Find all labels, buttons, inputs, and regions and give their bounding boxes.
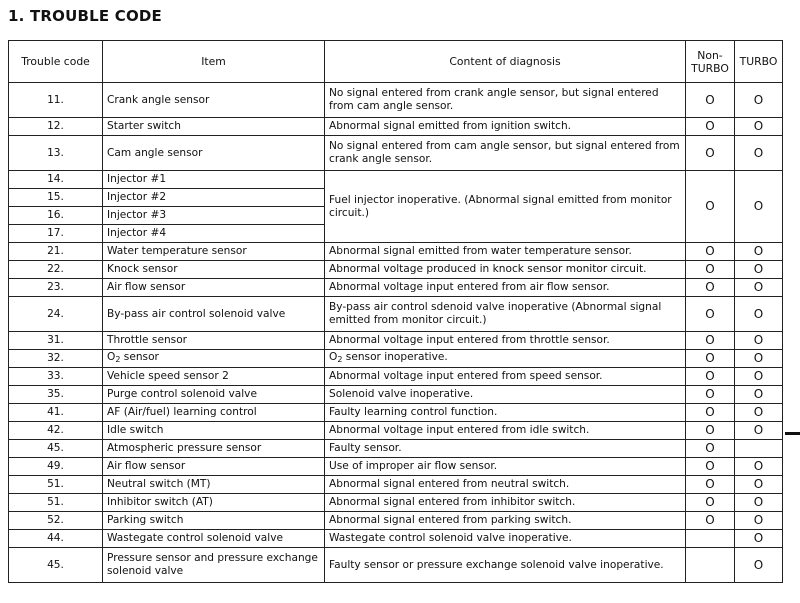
- table-row: [9, 530, 783, 548]
- trouble-code-table: [8, 40, 783, 583]
- trouble-code: 31.: [9, 332, 103, 350]
- trouble-code: 32.: [9, 350, 103, 368]
- table-row: [9, 171, 783, 189]
- diagnosis: Faulty sensor.: [325, 440, 686, 458]
- diagnosis: Abnormal signal entered from neutral switch.: [325, 476, 686, 494]
- turbo-mark: O: [735, 422, 783, 440]
- trouble-code: 14.: [9, 171, 103, 189]
- non-turbo-mark: O: [686, 440, 735, 458]
- item: Crank angle sensor: [103, 83, 325, 118]
- diagnosis: Abnormal signal entered from parking switch.: [325, 512, 686, 530]
- trouble-code: 12.: [9, 118, 103, 136]
- table-row: [9, 332, 783, 350]
- non-turbo-mark: O: [686, 386, 735, 404]
- diagnosis: Faulty sensor or pressure exchange solenoid valve inoperative.: [325, 548, 686, 583]
- item: Air flow sensor: [103, 458, 325, 476]
- turbo-mark: O: [735, 136, 783, 171]
- diagnosis: Solenoid valve inoperative.: [325, 386, 686, 404]
- diagnosis: Abnormal voltage input entered from speed sensor.: [325, 368, 686, 386]
- item: Throttle sensor: [103, 332, 325, 350]
- diagnosis: Use of improper air flow sensor.: [325, 458, 686, 476]
- table-row: [9, 422, 783, 440]
- table-row: [9, 118, 783, 136]
- table-row: [9, 83, 783, 118]
- non-turbo-mark: O: [686, 171, 735, 243]
- item: Injector #2: [103, 189, 325, 207]
- table-row: [9, 476, 783, 494]
- item: Injector #1: [103, 171, 325, 189]
- item: Injector #4: [103, 225, 325, 243]
- turbo-mark: O: [735, 332, 783, 350]
- diagnosis: No signal entered from cam angle sensor, but signal entered from crank angle sensor.: [325, 136, 686, 171]
- trouble-code: 13.: [9, 136, 103, 171]
- diagnosis: Fuel injector inoperative. (Abnormal signal emitted from monitor circuit.): [325, 171, 686, 243]
- table-row: [9, 404, 783, 422]
- diagnosis: No signal entered from crank angle sensor, but signal entered from cam angle sensor.: [325, 83, 686, 118]
- table-row: [9, 279, 783, 297]
- header-content: Content of diagnosis: [325, 41, 686, 83]
- trouble-code: 52.: [9, 512, 103, 530]
- diagnosis: [325, 350, 686, 368]
- item-subscript: 2: [115, 355, 121, 364]
- diagnosis-prefix: O: [329, 351, 338, 363]
- table-row: [9, 350, 783, 368]
- turbo-mark: O: [735, 350, 783, 368]
- diagnosis: Abnormal signal entered from inhibitor switch.: [325, 494, 686, 512]
- item: Atmospheric pressure sensor: [103, 440, 325, 458]
- item: Neutral switch (MT): [103, 476, 325, 494]
- turbo-mark: O: [735, 279, 783, 297]
- item-suffix: sensor: [120, 351, 159, 363]
- non-turbo-mark: O: [686, 368, 735, 386]
- page-title: 1. TROUBLE CODE: [8, 7, 162, 25]
- non-turbo-mark: O: [686, 83, 735, 118]
- table-header-row: [9, 41, 783, 83]
- turbo-mark: O: [735, 530, 783, 548]
- turbo-mark: O: [735, 118, 783, 136]
- trouble-code: 42.: [9, 422, 103, 440]
- trouble-code: 45.: [9, 440, 103, 458]
- turbo-mark: O: [735, 512, 783, 530]
- diagnosis: Abnormal voltage input entered from throttle sensor.: [325, 332, 686, 350]
- table-row: [9, 297, 783, 332]
- trouble-code: 35.: [9, 386, 103, 404]
- non-turbo-mark: O: [686, 494, 735, 512]
- item: Parking switch: [103, 512, 325, 530]
- trouble-code: 41.: [9, 404, 103, 422]
- turbo-mark: [735, 440, 783, 458]
- trouble-code: 11.: [9, 83, 103, 118]
- diagnosis: Abnormal voltage input entered from air flow sensor.: [325, 279, 686, 297]
- diagnosis: Abnormal signal emitted from water temperature sensor.: [325, 243, 686, 261]
- table-row: [9, 458, 783, 476]
- table-row: [9, 548, 783, 583]
- trouble-code: 15.: [9, 189, 103, 207]
- diagnosis: Abnormal voltage produced in knock sensor monitor circuit.: [325, 261, 686, 279]
- trouble-code: 45.: [9, 548, 103, 583]
- non-turbo-mark: O: [686, 476, 735, 494]
- item: Purge control solenoid valve: [103, 386, 325, 404]
- diagnosis: Faulty learning control function.: [325, 404, 686, 422]
- non-turbo-mark: O: [686, 297, 735, 332]
- non-turbo-mark: O: [686, 422, 735, 440]
- turbo-mark: O: [735, 243, 783, 261]
- non-turbo-mark: O: [686, 118, 735, 136]
- item: Pressure sensor and pressure exchange solenoid valve: [103, 548, 325, 583]
- non-turbo-mark: O: [686, 404, 735, 422]
- item: Injector #3: [103, 207, 325, 225]
- trouble-code: 44.: [9, 530, 103, 548]
- turbo-mark: O: [735, 261, 783, 279]
- non-turbo-mark: O: [686, 332, 735, 350]
- trouble-code: 22.: [9, 261, 103, 279]
- table-row: [9, 440, 783, 458]
- diagnosis: Abnormal voltage input entered from idle switch.: [325, 422, 686, 440]
- diagnosis-subscript: 2: [337, 355, 343, 364]
- non-turbo-mark: O: [686, 350, 735, 368]
- header-turbo: TURBO: [735, 41, 783, 83]
- trouble-code: 51.: [9, 476, 103, 494]
- trouble-code: 23.: [9, 279, 103, 297]
- non-turbo-mark: O: [686, 261, 735, 279]
- table-row: [9, 494, 783, 512]
- turbo-mark: O: [735, 368, 783, 386]
- non-turbo-mark: O: [686, 458, 735, 476]
- table-row: [9, 243, 783, 261]
- non-turbo-mark: [686, 548, 735, 583]
- item: Starter switch: [103, 118, 325, 136]
- item: Inhibitor switch (AT): [103, 494, 325, 512]
- margin-tick-mark: [785, 432, 800, 435]
- item: Air flow sensor: [103, 279, 325, 297]
- item: Vehicle speed sensor 2: [103, 368, 325, 386]
- header-item: Item: [103, 41, 325, 83]
- item: [103, 350, 325, 368]
- trouble-code: 17.: [9, 225, 103, 243]
- trouble-code: 51.: [9, 494, 103, 512]
- trouble-code: 16.: [9, 207, 103, 225]
- non-turbo-mark: O: [686, 243, 735, 261]
- turbo-mark: O: [735, 386, 783, 404]
- item: Idle switch: [103, 422, 325, 440]
- non-turbo-mark: O: [686, 136, 735, 171]
- diagnosis: Wastegate control solenoid valve inoperative.: [325, 530, 686, 548]
- non-turbo-mark: O: [686, 279, 735, 297]
- turbo-mark: O: [735, 548, 783, 583]
- table-row: [9, 368, 783, 386]
- turbo-mark: O: [735, 297, 783, 332]
- item: By-pass air control solenoid valve: [103, 297, 325, 332]
- item: AF (Air/fuel) learning control: [103, 404, 325, 422]
- diagnosis-suffix: sensor inoperative.: [342, 351, 448, 363]
- table-row: [9, 261, 783, 279]
- header-trouble-code: Trouble code: [9, 41, 103, 83]
- turbo-mark: O: [735, 458, 783, 476]
- turbo-mark: O: [735, 476, 783, 494]
- trouble-code: 24.: [9, 297, 103, 332]
- turbo-mark: O: [735, 404, 783, 422]
- diagnosis: Abnormal signal emitted from ignition switch.: [325, 118, 686, 136]
- table-row: [9, 386, 783, 404]
- item: Knock sensor: [103, 261, 325, 279]
- diagnosis: By-pass air control sdenoid valve inoperative (Abnormal signal emitted from monitor circuit.): [325, 297, 686, 332]
- item: Water temperature sensor: [103, 243, 325, 261]
- item: Wastegate control solenoid valve: [103, 530, 325, 548]
- item: Cam angle sensor: [103, 136, 325, 171]
- header-non-turbo: Non-TURBO: [686, 41, 735, 83]
- non-turbo-mark: [686, 530, 735, 548]
- turbo-mark: O: [735, 171, 783, 243]
- table-row: [9, 136, 783, 171]
- trouble-code: 33.: [9, 368, 103, 386]
- item-prefix: O: [107, 351, 116, 363]
- trouble-code: 49.: [9, 458, 103, 476]
- trouble-code: 21.: [9, 243, 103, 261]
- non-turbo-mark: O: [686, 512, 735, 530]
- turbo-mark: O: [735, 83, 783, 118]
- table-row: [9, 512, 783, 530]
- turbo-mark: O: [735, 494, 783, 512]
